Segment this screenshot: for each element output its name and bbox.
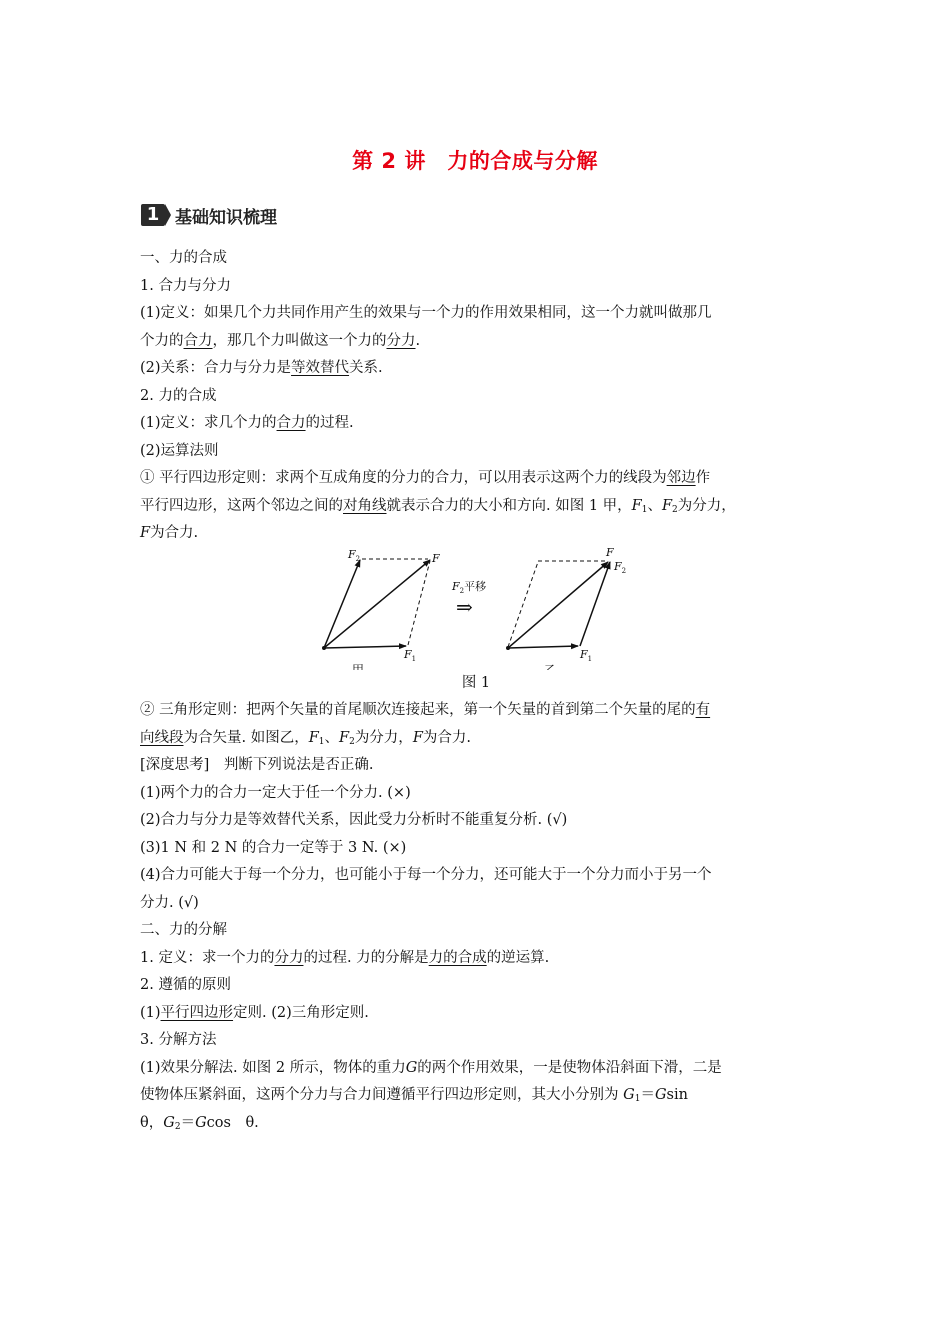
paragraph-line: ① 平行四边形定则：求两个互成角度的分力的合力，可以用表示这两个力的线段为邻边作 bbox=[140, 470, 711, 486]
paragraph-line: 向线段为合矢量. 如图乙，$F_1$、$F_2$为分力，F为合力. bbox=[140, 729, 471, 747]
left-dashed-right bbox=[408, 561, 430, 645]
page-title: 第 2 讲 力的合成与分解 bbox=[352, 149, 598, 173]
paragraph-line: 个力的合力，那几个力叫做这一个力的分力. bbox=[140, 332, 421, 349]
paragraph-line: θ，$G_2=Gcos$ θ. bbox=[140, 1114, 259, 1132]
left-caption: 甲 bbox=[352, 662, 365, 670]
right-label-f: F bbox=[606, 547, 614, 559]
right-f2-vector bbox=[580, 562, 610, 646]
right-label-f2: $F_2$ bbox=[614, 559, 627, 575]
fill-blank-answer: 合力 bbox=[183, 332, 213, 349]
left-label-f2: $F_2$ bbox=[348, 547, 361, 563]
right-f1-vector bbox=[508, 646, 578, 648]
fill-blank-answer: 合力 bbox=[276, 415, 306, 431]
left-label-f: F bbox=[432, 551, 440, 565]
translate-arrow-icon: ⇒ bbox=[456, 594, 473, 619]
fill-blank-answer: 分力 bbox=[274, 949, 304, 966]
fill-blank-answer: 分力 bbox=[386, 332, 416, 349]
deep-thinking-prompt: [深度思考] 判断下列说法是否正确. bbox=[140, 757, 374, 773]
paragraph-line: (2)运算法则 bbox=[140, 442, 219, 459]
heading-force-composition: 一、力的合成 bbox=[140, 250, 227, 266]
paragraph-line: ② 三角形定则：把两个矢量的首尾顺次连接起来，第一个矢量的首到第二个矢量的尾的有 bbox=[140, 702, 711, 718]
paragraph-line: 平行四边形，这两个邻边之间的对角线就表示合力的大小和方向. 如图 1 甲，$F_1$、$F_2$为分力， bbox=[140, 497, 736, 515]
fill-blank-answer: 邻边 bbox=[666, 470, 696, 486]
paragraph-line: (1)定义：如果几个力共同作用产生的效果与一个力的作用效果相同，这一个力就叫做那几 bbox=[140, 305, 712, 321]
left-resultant-vector bbox=[324, 560, 430, 648]
left-f1-vector bbox=[324, 646, 406, 648]
subheading-resultant-component: 1. 合力与分力 bbox=[140, 277, 231, 294]
left-f2-vector bbox=[324, 560, 360, 648]
paragraph-line: F为合力. bbox=[140, 525, 199, 541]
paragraph-line: 3. 分解方法 bbox=[140, 1032, 217, 1048]
right-origin-point bbox=[506, 646, 510, 650]
right-label-f1: $F_1$ bbox=[580, 647, 593, 663]
subheading-composition: 2. 力的合成 bbox=[140, 387, 217, 404]
judgement-item: (2)合力与分力是等效替代关系，因此受力分析时不能重复分析. (√) bbox=[140, 812, 568, 828]
paragraph-line: (1)定义：求几个力的合力的过程. bbox=[140, 415, 354, 431]
paragraph-line: 1. 定义：求一个力的分力的过程. 力的分解是力的合成的逆运算. bbox=[140, 949, 550, 966]
section-number-badge: 1 bbox=[141, 204, 165, 226]
paragraph-line: (1)效果分解法. 如图 2 所示，物体的重力G的两个作用效果，一是使物体沿斜面下滑，二是 bbox=[140, 1059, 722, 1076]
section-header bbox=[141, 203, 277, 227]
heading-force-decomposition: 二、力的分解 bbox=[140, 922, 227, 938]
paragraph-line: (2)关系：合力与分力是等效替代关系. bbox=[140, 360, 383, 376]
document-body bbox=[140, 245, 812, 1137]
judgement-item: (1)两个力的合力一定大于任一个分力. (×) bbox=[140, 784, 411, 801]
translate-label: $F_2$平移 bbox=[452, 579, 487, 595]
paragraph-line: 使物体压紧斜面，这两个分力与合力间遵循平行四边形定则，其大小分别为 $G_1=Gsin$ bbox=[140, 1087, 688, 1104]
fill-blank-answer: 对角线 bbox=[343, 497, 387, 514]
fill-blank-answer: 等效替代 bbox=[291, 360, 350, 376]
paragraph-line: 2. 遵循的原则 bbox=[140, 977, 231, 993]
section-title: 基础知识梳理 bbox=[175, 207, 277, 228]
figure-1 bbox=[140, 548, 812, 670]
fill-blank-answer: 力的合成 bbox=[428, 949, 487, 966]
left-label-f1: $F_1$ bbox=[404, 647, 417, 663]
fill-blank-answer: 平行四边形 bbox=[160, 1004, 234, 1021]
judgement-item: (4)合力可能大于每一个分力，也可能小于每一个分力，还可能大于一个分力而小于另一个 bbox=[140, 867, 712, 883]
judgement-item: (3)1 N 和 2 N 的合力一定等于 3 N. (×) bbox=[140, 839, 407, 856]
right-caption: 乙 bbox=[544, 662, 557, 670]
fill-blank-answer: 有 bbox=[695, 702, 711, 718]
left-origin-point bbox=[322, 646, 326, 650]
force-diagram bbox=[140, 548, 812, 670]
figure-caption: 图 1 bbox=[461, 674, 491, 691]
fill-blank-answer: 向线段 bbox=[140, 729, 184, 746]
judgement-item: 分力. (√) bbox=[140, 894, 199, 911]
paragraph-line: (1)平行四边形定则. (2)三角形定则. bbox=[140, 1004, 369, 1021]
